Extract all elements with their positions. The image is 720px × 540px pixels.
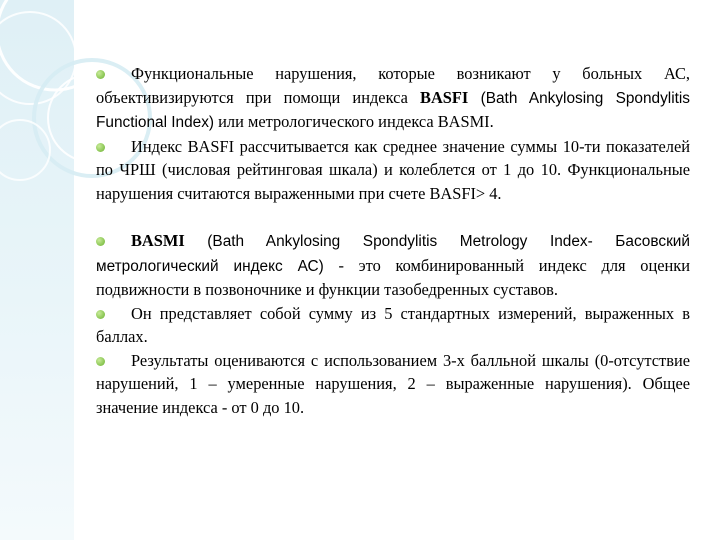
- bullet-4-text: Он представляет собой сумму из 5 стандартных измерений, выраженных в баллах.: [96, 303, 690, 346]
- bullet-dot-icon: [96, 310, 105, 319]
- bullet-paragraph-1: [96, 62, 690, 135]
- bullet-paragraph-4: [96, 302, 690, 349]
- bullet-3-sans: (Bath Ankylosing Spondylitis Metrology Index- Басовский метрологический индекс АС): [96, 233, 690, 275]
- bullet-paragraph-5: [96, 349, 690, 420]
- bullet-dot-icon: [96, 70, 105, 79]
- bullet-5-text: Результаты оцениваются с использованием 3-х балльной шкалы (0-отсутствие нарушений, 1 – умеренные нарушения, 2 – выраженные нарушения). Общее значение индекса - от 0 до 10.: [96, 350, 690, 417]
- paragraph-gap: [96, 205, 690, 229]
- bullet-1-suffix: или метрологического индекса BASMI.: [214, 112, 494, 131]
- slide-content: [96, 62, 690, 419]
- bullet-2-text: Индекс BASFI рассчитывается как среднее значение суммы 10-ти показателей по ЧРШ (числовая рейтинговая шкала) и колеблется от 1 до 10. Функциональные нарушения считаются выраженными при счете BASFI> 4.: [96, 136, 690, 203]
- bullet-1-prefix: Функциональные нарушения, которые возникают у больных АС, объективизируются при помощи индекса: [96, 64, 690, 107]
- bullet-dot-icon: [96, 143, 105, 152]
- bullet-1-sans: (Bath Ankylosing Spondylitis Functional Index): [96, 89, 690, 131]
- bullet-paragraph-2: [96, 135, 690, 206]
- bullet-3-bold: BASMI: [131, 231, 185, 250]
- bullet-dot-icon: [96, 237, 105, 246]
- bullet-3-suffix: - это комбинированный индекс для оценки подвижности в позвоночнике и функции тазобедренных суставов.: [96, 255, 690, 299]
- bullet-dot-icon: [96, 357, 105, 366]
- bullet-paragraph-3: [96, 229, 690, 302]
- bullet-1-bold: BASFI: [420, 87, 469, 107]
